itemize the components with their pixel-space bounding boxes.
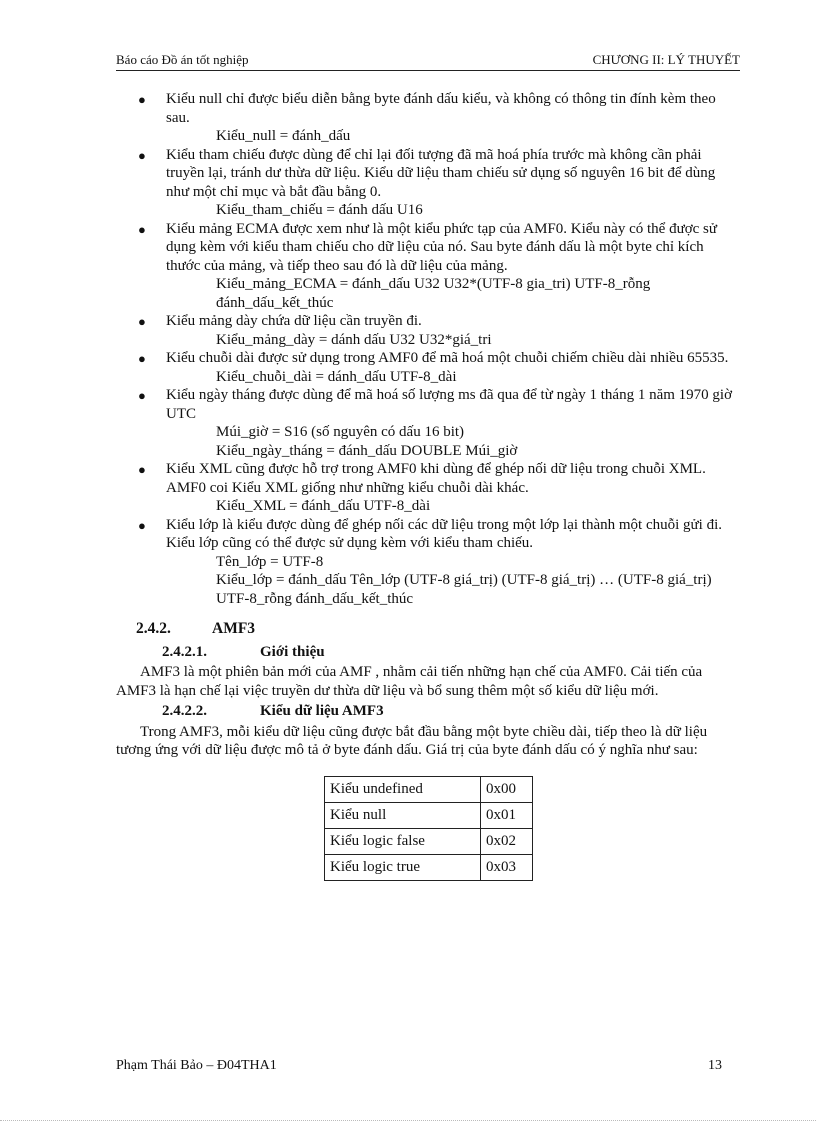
table-cell-type: Kiểu undefined [325, 776, 481, 802]
item-definition: Kiểu_tham_chiếu = đánh dấu U16 [216, 202, 423, 218]
page-number: 13 [708, 1058, 722, 1073]
subsection-title: Giới thiệu [260, 643, 325, 660]
subsection-title: Kiểu dữ liệu AMF3 [260, 703, 384, 719]
item-definition: Kiểu_mảng_dày = dánh dấu U32 U32*giá_tri [216, 331, 492, 348]
header-title: Báo cáo Đồ án tốt nghiệp [116, 52, 249, 67]
section-heading [136, 620, 740, 639]
page-edge-divider [0, 1120, 816, 1121]
paragraph: Trong AMF3, mỗi kiểu dữ liệu cũng được bắt đầu bằng một byte chiều dài, tiếp theo là dữ liệu tương ứng với dữ liệu được mô tả ở byte đánh dấu. Giá trị của byte đánh dấu có ý nghĩa như sau: [116, 723, 708, 758]
item-text: Kiểu mảng ECMA được xem như là một kiểu phức tạp của AMF0. Kiểu này có thể được sử dụng kèm với kiểu tham chiếu cho dữ liệu của nó. Sau byte đánh dấu là một byte chỉ kích thước của mảng, và tiếp theo sau đó là dữ liệu của mảng. [166, 220, 718, 274]
table-cell-type: Kiểu logic false [325, 828, 481, 854]
list-item [116, 146, 740, 220]
bullet-icon: ● [138, 314, 146, 329]
subsection-number: 2.4.2.2. [162, 703, 207, 719]
list-item [116, 312, 740, 349]
table-cell-code: 0x01 [481, 802, 533, 828]
table-cell-type: Kiểu logic true [325, 854, 481, 880]
section-title: AMF3 [212, 620, 256, 637]
subsection-number: 2.4.2.1. [162, 643, 207, 660]
page-body [116, 90, 740, 881]
list-item [116, 349, 740, 386]
subsection-heading [162, 643, 740, 662]
item-definition: Kiểu_lớp = đánh_dấu Tên_lớp (UTF-8 giá_trị) (UTF-8 giá_trị) … (UTF-8 giá_trị) UTF-8_rỗng đánh_dấu_kết_thúc [216, 572, 712, 607]
list-item [116, 516, 740, 609]
bullet-icon: ● [138, 388, 146, 403]
table-row [325, 854, 533, 880]
section-number: 2.4.2. [136, 620, 171, 637]
item-definition: Kiểu_null = đánh_dấu [216, 128, 351, 144]
item-definition: Kiểu_mảng_ECMA = đánh_dấu U32 U32*(UTF-8 gia_tri) UTF-8_rỗng đánh_dấu_kết_thúc [216, 276, 651, 311]
type-list [116, 90, 740, 608]
item-definition: Kiểu_ngày_tháng = đánh_dấu DOUBLE Múi_giờ [216, 442, 518, 459]
table-row [325, 828, 533, 854]
header-chapter: CHƯƠNG II: LÝ THUYẾT [592, 52, 740, 67]
item-definition: Kiểu_XML = đánh_dấu UTF-8_dài [216, 498, 431, 514]
item-definition: Múi_giờ = S16 (số nguyên có dấu 16 bit) [216, 424, 465, 440]
item-text: Kiểu mảng dày chứa dữ liệu cần truyền đi. [166, 313, 422, 329]
table-cell-code: 0x02 [481, 828, 533, 854]
bullet-icon: ● [138, 221, 146, 237]
bullet-icon: ● [138, 517, 146, 533]
item-text: Kiểu tham chiếu được dùng để chỉ lại đối tượng đã mã hoá phía trước mà không cần phải truyền lại, tránh dư thừa dữ liệu. Kiểu dữ liệu tham chiếu sử dụng số nguyên 16 bit để dùng như một chỉ mục và bắt đầu bằng 0. [166, 146, 716, 200]
item-text: Kiểu XML cũng được hỗ trợ trong AMF0 khi dùng để ghép nối dữ liệu trong chuỗi XML. AMF0 coi Kiểu XML giống như những kiểu chuỗi dài khác. [166, 461, 706, 496]
footer-author: Phạm Thái Bảo – Đ04THA1 [116, 1058, 277, 1073]
bullet-icon: ● [138, 462, 146, 477]
table-cell-code: 0x00 [481, 776, 533, 802]
item-text: Kiểu lớp là kiểu được dùng để ghép nối các dữ liệu trong một lớp lại thành một chuỗi gửi đi. Kiểu lớp cũng có thể được sử dụng kèm với kiểu tham chiếu. [166, 516, 722, 551]
list-item [116, 220, 740, 313]
table-cell-type: Kiểu null [325, 802, 481, 828]
table-row [325, 776, 533, 802]
page-header [116, 50, 740, 71]
item-text: Kiểu chuỗi dài được sử dụng trong AMF0 để mã hoá một chuỗi chiếm chiều dài nhiều 65535. [166, 350, 729, 366]
bullet-icon: ● [138, 92, 146, 107]
marker-table [324, 776, 533, 881]
item-definition: Kiểu_chuỗi_dài = dánh_dấu UTF-8_dài [216, 368, 457, 385]
table-cell-code: 0x03 [481, 854, 533, 880]
list-item [116, 386, 740, 460]
item-text: Kiểu null chỉ được biểu diễn bằng byte đánh dấu kiểu, và không có thông tin đính kèm theo sau. [166, 91, 716, 126]
paragraph: AMF3 là một phiên bản mới của AMF , nhằm cải tiến những hạn chế của AMF0. Cải tiến của AMF3 là hạn chế lại việc truyền dư thừa dữ liệu và bổ sung thêm một số kiểu dữ liệu mới. [116, 664, 703, 699]
bullet-icon: ● [138, 351, 146, 366]
list-item [116, 90, 740, 146]
list-item [116, 460, 740, 516]
item-definition: Tên_lớp = UTF-8 [216, 553, 324, 570]
bullet-icon: ● [138, 147, 146, 163]
table-row [325, 802, 533, 828]
item-text: Kiểu ngày tháng được dùng để mã hoá số lượng ms đã qua để từ ngày 1 tháng 1 năm 1970 giờ UTC [166, 387, 733, 422]
subsection-heading [162, 702, 740, 721]
